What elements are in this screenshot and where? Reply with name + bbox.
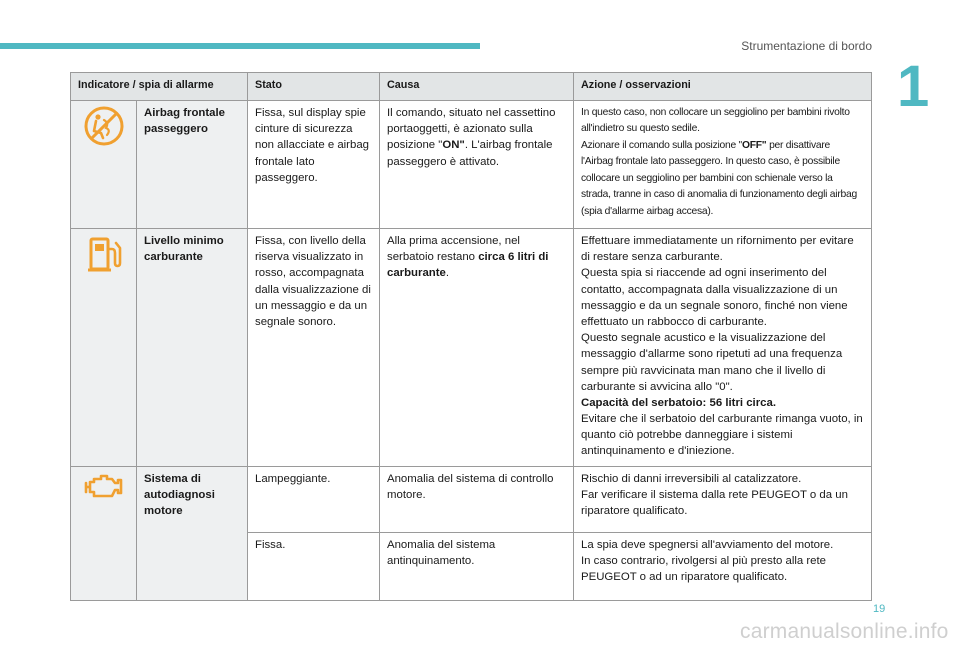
fuel-causa-text-2: . (445, 267, 450, 280)
fuel-azione-capacity: Capacità del serbatoio: 56 litri circa. (581, 396, 776, 409)
engine-label: Sistema di autodiagnosi motore (137, 467, 248, 601)
fuel-causa (380, 229, 574, 467)
engine-azione-2 (574, 533, 872, 601)
table-row-fuel (71, 229, 872, 467)
engine-azione-2-text-2: In caso contrario, rivolgersi al più presto alla rete PEUGEOT o ad un riparatore qualificato. (581, 555, 827, 584)
engine-stato-1: Lampeggiante. (248, 467, 380, 533)
warning-lights-table (70, 72, 872, 601)
engine-azione-1 (574, 467, 872, 533)
fuel-causa-text-1: Alla prima accensione, nel serbatoio restano (387, 235, 520, 264)
fuel-azione-text-2: Questa spia si riaccende ad ogni inserimento del contatto, accompagnata dalla visualizzazione di un messaggio e da un segnale sonoro, finché non viene effettuato un rabbocco di carburante. (581, 267, 848, 328)
airbag-causa (380, 101, 574, 229)
airbag-azione-text-2a: Azionare il comando sulla posizione " (581, 139, 742, 151)
airbag-azione (574, 101, 872, 229)
airbag-causa-on: ON" (442, 139, 465, 152)
table-row-engine-1 (71, 467, 872, 533)
airbag-causa-text-1: Il comando, situato nel cassettino portaoggetti, è azionato sulla posizione " (387, 107, 556, 152)
header-indicatore: Indicatore / spia di allarme (71, 73, 248, 101)
airbag-off-icon (83, 105, 125, 152)
engine-azione-1-text-2: Far verificare il sistema dalla rete PEUGEOT o da un riparatore qualificato. (581, 489, 848, 518)
section-title: Strumentazione di bordo (741, 39, 872, 53)
engine-causa-2: Anomalia del sistema antinquinamento. (380, 533, 574, 601)
header-azione: Azione / osservazioni (574, 73, 872, 101)
fuel-stato: Fissa, con livello della riserva visualizzato in rosso, accompagnata dalla visualizzazione di un messaggio e da un segnale sonoro. (248, 229, 380, 467)
airbag-azione-text-2b: per disattivare l'Airbag frontale lato passeggero. In questo caso, è possibile collocare un seggiolino per bambini con schienale verso la strada, tranne in caso di anomalia di funzionamento degli airbag (spia d'allarme airbag accesa). (581, 139, 857, 217)
engine-icon (84, 471, 124, 506)
airbag-stato: Fissa, sul display spie cinture di sicurezza non allacciate e airbag frontale lato passeggero. (248, 101, 380, 229)
fuel-causa-bold: circa 6 litri di carburante (387, 251, 549, 280)
airbag-azione-off: OFF" (741, 139, 767, 151)
chapter-number: 1 (897, 54, 930, 119)
engine-icon-cell (71, 467, 137, 601)
header-causa: Causa (380, 73, 574, 101)
fuel-azione-text-4: Evitare che il serbatoio del carburante rimanga vuoto, in quanto ciò potrebbe danneggiare i sistemi antinquinamento e d'iniezione. (581, 413, 863, 458)
airbag-causa-text-2: . L'airbag frontale passeggero è attivato. (387, 139, 553, 168)
fuel-pump-icon (84, 233, 124, 280)
airbag-azione-text-1: In questo caso, non collocare un seggiolino per bambini rivolto all'indietro su questo sedile. (581, 107, 850, 135)
fuel-azione-text-1: Effettuare immediatamente un rifornimento per evitare di restare senza carburante. (581, 235, 854, 264)
airbag-icon-cell (71, 101, 137, 229)
engine-azione-2-text-1: La spia deve spegnersi all'avviamento del motore. (581, 539, 834, 551)
fuel-azione (574, 229, 872, 467)
fuel-azione-text-3: Questo segnale acustico e la visualizzazione del messaggio d'allarme sono ripetuti ad una frequenza sempre più ravvicinata man mano che il livello di carburante si avvicina allo "0". (581, 332, 843, 393)
airbag-label: Airbag frontale passeggero (137, 101, 248, 229)
engine-stato-2: Fissa. (248, 533, 380, 601)
fuel-label: Livello minimo carburante (137, 229, 248, 467)
watermark: carmanualsonline.info (740, 620, 949, 643)
fuel-icon-cell (71, 229, 137, 467)
header-stato: Stato (248, 73, 380, 101)
table-row-airbag (71, 101, 872, 229)
table-header-row (71, 73, 872, 101)
engine-causa-1: Anomalia del sistema di controllo motore. (380, 467, 574, 533)
header-accent-bar (0, 43, 480, 49)
page-number: 19 (873, 603, 886, 615)
engine-azione-1-text-1: Rischio di danni irreversibili al catalizzatore. (581, 473, 802, 485)
